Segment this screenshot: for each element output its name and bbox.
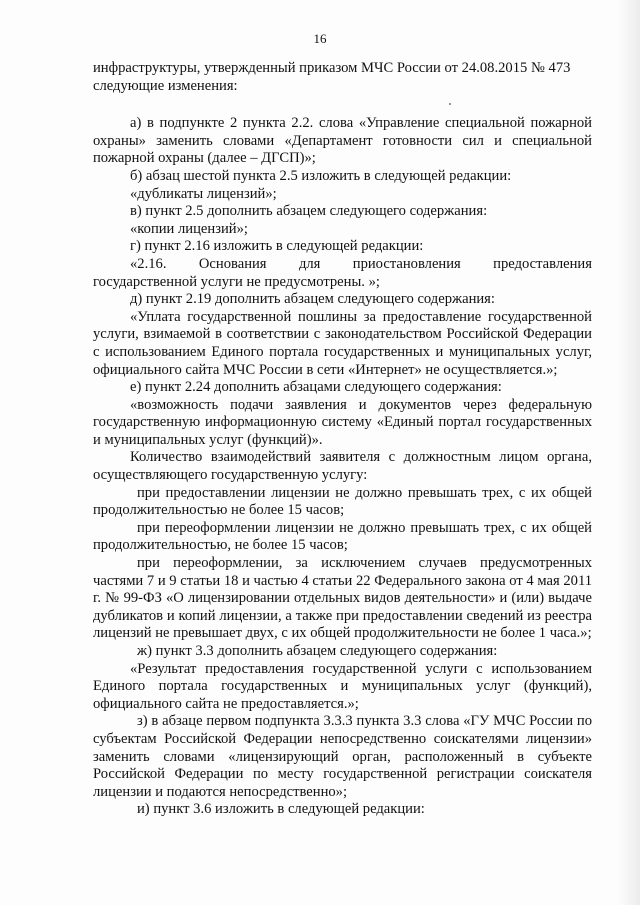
item-zh-quote: «Результат предоставления государственной услуги с использованием Единого портала государственных и муниципальных услуг (функций), официального сайта не предоставляется.»; [93, 660, 592, 712]
item-d-quote: «Уплата государственной пошлины за предоставление государственной услуги, взимаемой в соответствии с законодательством Российской Федерации с использованием Единого портала государственных и муниципальных услуг, официального сайта МЧС России в сети «Интернет» не осуществляется.»; [93, 308, 592, 378]
item-z: з) в абзаце первом подпункта 3.3.3 пункта 3.3 слова «ГУ МЧС России по субъектам Российской Федерации непосредственно соискателями лицензии» заменить словами «лицензирующий орган, расположенный в субъекте Российской Федерации по месту государственной регистрации соискателя лицензии и подаются непосредственно»; [93, 713, 592, 800]
page-number: 16 [313, 31, 327, 46]
interaction-count: Количество взаимодействий заявителя с должностным лицом органа, осуществляющего государственную услугу: [93, 449, 592, 484]
issue-limit: при предоставлении лицензии не должно превышать трех, с их общей продолжительностью не более 15 часов; [93, 484, 592, 519]
item-g-word-5: предоставления [493, 255, 592, 272]
item-g-word-1: «2.16. [130, 255, 167, 272]
item-g-word-3: для [298, 255, 321, 272]
item-g: г) пункт 2.16 изложить в следующей редакции: [130, 238, 424, 255]
item-zh: ж) пункт 3.3 дополнить абзацем следующего содержания: [137, 643, 498, 659]
item-v: в) пункт 2.5 дополнить абзацем следующего содержания: [130, 203, 488, 220]
item-e-quote: «возможность подачи заявления и документов через федеральную государственную информационную систему «Единый портал государственных и муниципальных услуг (функций)». [93, 396, 592, 448]
scan-speck [449, 103, 451, 105]
item-b-quote: «дубликаты лицензий»; [130, 185, 277, 202]
item-g-quote-line [93, 256, 592, 274]
intro-line-1: инфраструктуры, утвержденный приказом МЧС России от 24.08.2015 № 473 [93, 60, 571, 76]
item-i: и) пункт 3.6 изложить в следующей редакции: [137, 801, 425, 818]
item-d: д) пункт 2.19 дополнить абзацем следующего содержания: [130, 291, 495, 308]
item-g-word-2: Основания [198, 255, 267, 272]
reissue-exceptions: при переоформлении, за исключением случаев предусмотренных частями 7 и 9 статьи 18 и частью 4 статьи 22 Федерального закона от 4 мая 2011 г. № 99-ФЗ «О лицензировании отдельных видов деятельности» и (или) выдаче дубликатов и копий лицензии, а также при предоставлении сведений из реестра лицензий не превышает двух, с их общей продолжительности не более 1 часа.»; [93, 555, 593, 642]
scan-edge-shadow [618, 0, 640, 905]
item-v-quote: «копии лицензий»; [130, 220, 248, 237]
paragraph-gap [93, 95, 592, 115]
item-b: б) абзац шестой пункта 2.5 изложить в следующей редакции: [130, 167, 512, 184]
item-g-word-4: приостановления [352, 255, 461, 272]
document-body [93, 60, 592, 819]
item-a: а) в подпункте 2 пункта 2.2. слова «Управление специальной пожарной охраны» заменить словами «Департамент готовности сил и специальной пожарной охраны (далее – ДГСП)»; [93, 115, 592, 167]
intro-line-2: следующие изменения: [93, 77, 238, 94]
reissue-limit: при переоформлении лицензии не должно превышать трех, с их общей продолжительностью, не более 15 часов; [93, 519, 592, 554]
item-e: е) пункт 2.24 дополнить абзацами следующего содержания: [130, 379, 502, 396]
item-g-quote-cont: государственной услуги не предусмотрены. »; [93, 273, 380, 290]
